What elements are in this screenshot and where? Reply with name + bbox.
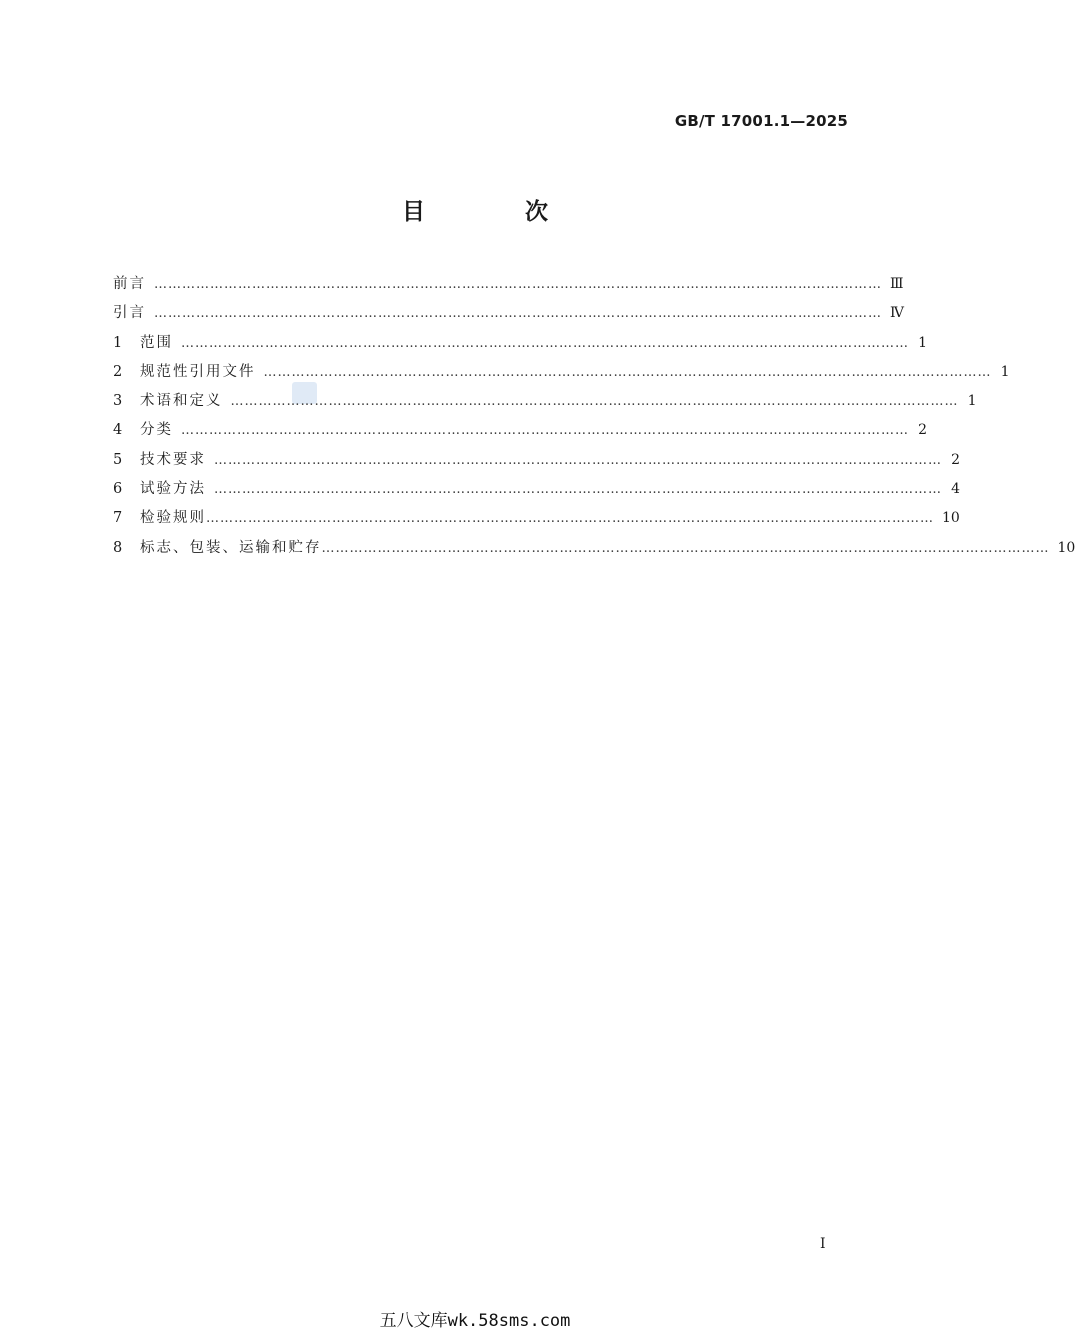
toc-entry-introduction[interactable] [113, 301, 904, 330]
toc-entry-title: 技术要求 [140, 451, 206, 468]
toc-entry-scope[interactable] [113, 331, 927, 360]
toc-entry-technical-requirements[interactable] [113, 448, 960, 477]
toc-entry-page: 2 [918, 422, 927, 439]
toc-entry-title: 分类 [140, 422, 173, 439]
page-number: I [820, 1236, 826, 1252]
site-watermark-footer: 五八文库wk.58sms.com [379, 1311, 571, 1331]
toc-entry-number: 8 [113, 539, 123, 556]
toc-entry-page: 2 [951, 451, 960, 468]
toc-title: 目 次 [401, 199, 594, 225]
toc-entry-inspection-rules[interactable] [113, 506, 960, 535]
toc-entry-foreword[interactable] [113, 272, 904, 301]
toc-entry-title: 前言 [113, 276, 146, 292]
toc-entry-test-methods[interactable] [113, 477, 960, 506]
toc-entry-page: 1 [1000, 363, 1010, 380]
toc-leader-dots: ………………………………………………………………………………………………………………………………………… [181, 335, 909, 351]
toc-entry-title: 规范性引用文件 [140, 363, 256, 380]
toc-leader-dots: ………………………………………………………………………………………………………………………………………… [154, 306, 882, 322]
toc-entry-number: 5 [113, 451, 123, 468]
toc-entry-marking-packaging[interactable] [113, 536, 1075, 565]
toc-entry-normative-references[interactable] [113, 360, 1010, 389]
toc-leader-dots: ………………………………………………………………………………………………………………………………………… [230, 394, 959, 410]
toc-entry-title: 试验方法 [140, 481, 206, 498]
toc-entry-number: 6 [113, 481, 123, 498]
toc-entry-number: 1 [113, 334, 123, 351]
toc-entry-number: 7 [113, 510, 123, 527]
standard-code: GB/T 17001.1—2025 [674, 112, 848, 130]
toc-entry-title: 引言 [113, 305, 146, 322]
toc-entry-classification[interactable] [113, 418, 927, 447]
toc-leader-dots: ………………………………………………………………………………………………………………………………………… [206, 511, 934, 527]
toc-leader-dots: ………………………………………………………………………………………………………………………………………… [214, 482, 942, 498]
toc-entry-page: Ⅲ [890, 276, 904, 292]
toc-entry-page: 1 [918, 334, 927, 351]
toc-leader-dots: ………………………………………………………………………………………………………………………………………… [154, 277, 882, 292]
table-of-contents [113, 272, 1075, 565]
toc-entry-page: Ⅳ [890, 305, 904, 322]
toc-leader-dots: ………………………………………………………………………………………………………………………………………… [263, 364, 992, 380]
toc-leader-dots: ………………………………………………………………………………………………………………………………………… [321, 540, 1050, 556]
toc-entry-title: 术语和定义 [140, 393, 223, 410]
toc-entry-title: 范围 [140, 334, 173, 351]
toc-entry-number: 3 [113, 393, 123, 410]
toc-entry-terms-definitions[interactable] [113, 389, 977, 418]
toc-leader-dots: ………………………………………………………………………………………………………………………………………… [214, 452, 942, 468]
toc-entry-page: 10 [1057, 539, 1075, 556]
toc-leader-dots: ………………………………………………………………………………………………………………………………………… [181, 423, 909, 439]
toc-entry-page: 10 [942, 510, 960, 527]
toc-entry-page: 1 [967, 393, 977, 410]
toc-entry-title: 检验规则 [140, 510, 206, 527]
toc-entry-title: 标志、包装、运输和贮存 [140, 539, 322, 556]
toc-entry-page: 4 [951, 481, 960, 498]
toc-entry-number: 4 [113, 422, 123, 439]
toc-entry-number: 2 [113, 363, 123, 380]
